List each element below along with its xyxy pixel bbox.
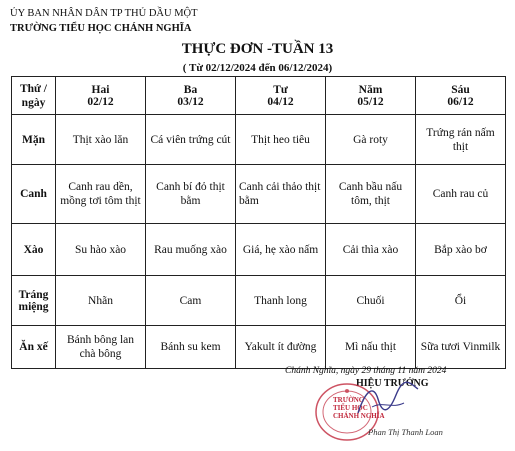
- row-label: Tráng miệng: [12, 276, 56, 326]
- page-title: THỰC ĐƠN -TUẦN 13: [181, 41, 334, 57]
- menu-cell: Su hào xào: [56, 224, 146, 276]
- menu-cell: Cải thìa xào: [326, 224, 416, 276]
- row-label: Canh: [12, 165, 56, 224]
- menu-table: [11, 76, 506, 369]
- table-row: [12, 115, 506, 165]
- day-header: [326, 77, 416, 115]
- seal-line1: TRƯỜNG: [333, 396, 365, 404]
- day-date: 06/12: [447, 95, 474, 108]
- day-header: [236, 77, 326, 115]
- page-subtitle: ( Từ 02/12/2024 đến 06/12/2024): [182, 62, 333, 74]
- table-header-row: [12, 77, 506, 115]
- menu-cell: Cam: [146, 276, 236, 326]
- day-date: 05/12: [357, 95, 384, 108]
- menu-cell: Thịt xào lăn: [56, 115, 146, 165]
- menu-cell: Canh cải thảo thịt bằm: [236, 165, 326, 224]
- row-label: Xào: [12, 224, 56, 276]
- day-date: 02/12: [87, 95, 114, 108]
- menu-cell: Gà roty: [326, 115, 416, 165]
- menu-cell: Chuối: [326, 276, 416, 326]
- table-row: [12, 326, 506, 369]
- menu-cell: Yakult ít đường: [236, 326, 326, 369]
- menu-cell: Rau muống xào: [146, 224, 236, 276]
- menu-cell: Thanh long: [236, 276, 326, 326]
- menu-cell: Mì nấu thịt: [326, 326, 416, 369]
- org-line2: TRƯỜNG TIỂU HỌC CHÁNH NGHĨA: [10, 23, 192, 34]
- day-date: 04/12: [267, 95, 294, 108]
- signer-name: Phan Thị Thanh Loan: [368, 427, 443, 437]
- place-date: Chánh Nghĩa, ngày 29 tháng 11 năm 2024: [285, 366, 447, 376]
- menu-cell: Canh rau củ: [416, 165, 506, 224]
- table-row: [12, 165, 506, 224]
- day-name: Ba: [183, 83, 198, 96]
- menu-cell: Bánh su kem: [146, 326, 236, 369]
- table-row: [12, 224, 506, 276]
- day-date: 03/12: [177, 95, 204, 108]
- day-name: Sáu: [451, 83, 470, 96]
- menu-cell: Nhãn: [56, 276, 146, 326]
- org-line1: ỦY BAN NHÂN DÂN TP THỦ DẦU MỘT: [10, 8, 198, 19]
- day-name: Năm: [358, 83, 383, 96]
- day-name: Tư: [273, 83, 288, 96]
- seal-line3: CHÁNH NGHĨA: [333, 412, 385, 420]
- principal-label: HIỆU TRƯỞNG: [356, 378, 429, 389]
- menu-cell: Trứng rán nấm thịt: [416, 115, 506, 165]
- menu-cell: Ổi: [416, 276, 506, 326]
- row-label: Ăn xế: [12, 326, 56, 369]
- seal-line2: TIỂU HỌC: [333, 404, 368, 412]
- menu-cell: Bánh bông lan chà bông: [56, 326, 146, 369]
- corner-line1: Thứ /: [19, 82, 48, 95]
- day-header: [146, 77, 236, 115]
- day-header: [416, 77, 506, 115]
- menu-cell: Cá viên trứng cút: [146, 115, 236, 165]
- menu-cell: Canh rau dền, mồng tơi tôm thịt: [56, 165, 146, 224]
- menu-cell: Bắp xào bơ: [416, 224, 506, 276]
- day-name: Hai: [91, 83, 110, 96]
- menu-cell: Giá, hẹ xào nấm: [236, 224, 326, 276]
- day-header: [56, 77, 146, 115]
- signature: [352, 379, 422, 419]
- corner-line2: ngày: [21, 96, 46, 109]
- menu-cell: Sữa tươi Vinmilk: [416, 326, 506, 369]
- menu-cell: Canh bầu nấu tôm, thịt: [326, 165, 416, 224]
- row-label: Mặn: [12, 115, 56, 165]
- table-row: [12, 276, 506, 326]
- menu-cell: Thịt heo tiêu: [236, 115, 326, 165]
- corner-cell: [12, 77, 56, 115]
- menu-cell: Canh bí đỏ thịt bằm: [146, 165, 236, 224]
